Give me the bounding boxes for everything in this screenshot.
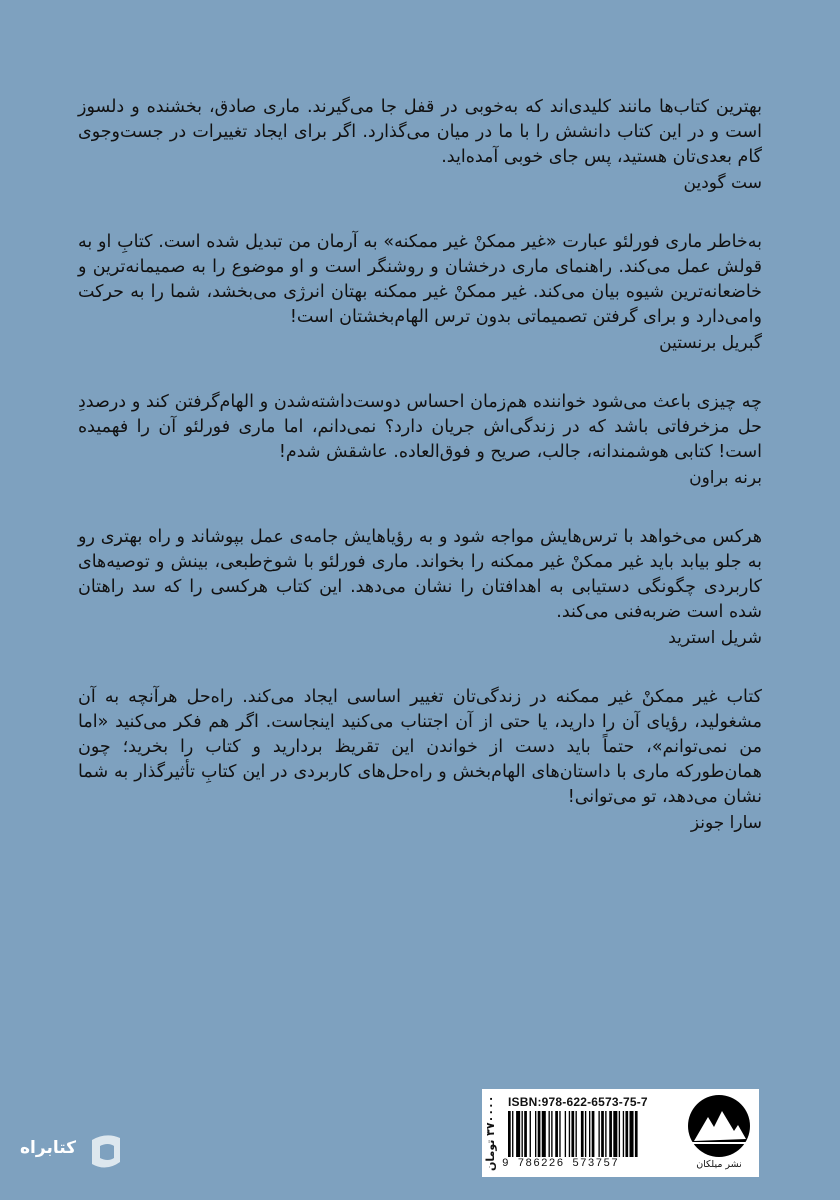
barcode-bar <box>508 1111 511 1157</box>
blurb-text: به‌خاطر ماری فورلئو عبارت «غیر ممکنْ غیر ممکنه» به آرمان من تبدیل شده است. کتابِ او به قولش عمل می‌کند. راهنمای ماری درخشان و روشنگر است و او موضوع را به صمیمانه‌ترین و خاضعانه‌ترین شیوه بیان می‌کند. غیر ممکنْ غیر ممکنه بهتان انرژی می‌بخشد، شما را به حرکت وامی‌دارد و برای گرفتن تصمیماتی بدون ترس الهام‌بخشتان است! <box>78 232 762 327</box>
barcode-digits: 9 786226 573757 <box>502 1158 620 1170</box>
blurb-author: شریل استرید <box>668 628 762 648</box>
blurb-2 <box>78 230 762 356</box>
barcode-bars <box>508 1111 678 1157</box>
blurb-author: سارا جونز <box>690 813 762 833</box>
barcode-bar <box>623 1111 624 1157</box>
barcode-bar <box>571 1111 574 1157</box>
barcode-bar <box>516 1111 520 1157</box>
blurb-author: برنه براون <box>689 468 762 488</box>
barcode-bar <box>512 1111 513 1157</box>
price-label: ۳۷۰۰۰۰ تومان <box>484 1095 497 1171</box>
barcode-bar <box>530 1111 531 1157</box>
barcode-bar <box>598 1111 599 1157</box>
watermark-text: کتابراه <box>20 1138 77 1158</box>
barcode-bar <box>619 1111 620 1157</box>
barcode-bar <box>635 1111 638 1157</box>
barcode-bar <box>576 1111 577 1157</box>
blurb-text: بهترین کتاب‌ها مانند کلیدی‌اند که به‌خوبی در قفل جا می‌گیرند. ماری صادق، بخشنده و دلسوز است و در این کتاب دانشش را با ما در میان می‌گذارد. اگر برای ایجاد تغییرات در جست‌وجوی گام بعدی‌تان هستید، پس جای خوبی آمده‌اید. <box>78 97 762 167</box>
watermark <box>12 1128 132 1176</box>
barcode-bar <box>585 1111 586 1157</box>
barcode-bar <box>625 1111 628 1157</box>
bookmark-leaf-icon <box>86 1132 126 1172</box>
barcode-bar <box>524 1111 527 1157</box>
blurb-4 <box>78 525 762 651</box>
blurb-text: هرکس می‌خواهد با ترس‌هایش مواجه شود و به رؤیاهایش جامه‌ی عمل بپوشاند و راه بهتری رو به جلو بیابد باید غیر ممکنْ غیر ممکنه را بخواند. ماری فورلئو با شوخ‌طبعی، بینش و توصیه‌های کاربردی چگونگی دستیابی به اهدافتان را نشان می‌دهد. این کتاب هرکسی را که سد راهتان شده است ضربه‌فنی می‌کند. <box>78 527 762 622</box>
isbn-label: ISBN:978-622-6573-75-7 <box>508 1095 648 1109</box>
blurb-author: ست گودین <box>683 173 762 193</box>
blurb-3 <box>78 390 762 491</box>
publisher-logo-icon <box>684 1093 754 1159</box>
barcode-bar <box>538 1111 541 1157</box>
barcode-bar <box>609 1111 612 1157</box>
blurb-text: چه چیزی باعث می‌شود خواننده هم‌زمان احساس دوست‌داشته‌شدن و الهام‌گرفتن کند و درصددِ حل مزخرفاتی باشد که در زندگی‌اش جریان دارد؟ نمی‌دانم، اما ماری فورلئو آن را فهمیده است! کتابی هوشمندانه، جالب، صریح و فوق‌العاده. عاشقش شدم! <box>78 392 762 462</box>
barcode-bar <box>565 1111 566 1157</box>
barcode-bar <box>569 1111 570 1157</box>
barcode-bar <box>555 1111 558 1157</box>
barcode-bar <box>551 1111 552 1157</box>
blurb-author: گبریل برنستین <box>659 333 762 353</box>
barcode-bar <box>601 1111 604 1157</box>
barcode-bar <box>522 1111 523 1157</box>
barcode-bar <box>592 1111 595 1157</box>
back-cover-text <box>78 95 762 870</box>
barcode-bar <box>589 1111 590 1157</box>
publisher-name: نشر میلکان <box>696 1159 742 1170</box>
barcode-bar <box>605 1111 606 1157</box>
barcode-bar <box>613 1111 617 1157</box>
blurb-5 <box>78 685 762 836</box>
barcode-panel <box>482 1089 759 1177</box>
barcode-bar <box>630 1111 634 1157</box>
barcode-bar <box>549 1111 550 1157</box>
blurb-1 <box>78 95 762 196</box>
blurb-text: کتاب غیر ممکنْ غیر ممکنه در زندگی‌تان تغییر اساسی ایجاد می‌کند. راه‌حل هرآنچه به آن مشغولید، رؤیای آن را دارید، یا حتی از آن اجتناب می‌کنید اینجاست. اگر هم فکر می‌کنید «اما من نمی‌توانم»، حتماً باید دست از خواندن این تقریظ بردارید و کتاب را بخرید؛ چون همان‌طورکه ماری با داستان‌های الهام‌بخش و راه‌حل‌های کاربردی در این کتابِ تأثیرگذار به شما نشان می‌دهد، تو می‌توانی! <box>78 687 762 807</box>
barcode-bar <box>581 1111 584 1157</box>
barcode-bar <box>559 1111 560 1157</box>
barcode-bar <box>542 1111 546 1157</box>
barcode-bar <box>535 1111 536 1157</box>
